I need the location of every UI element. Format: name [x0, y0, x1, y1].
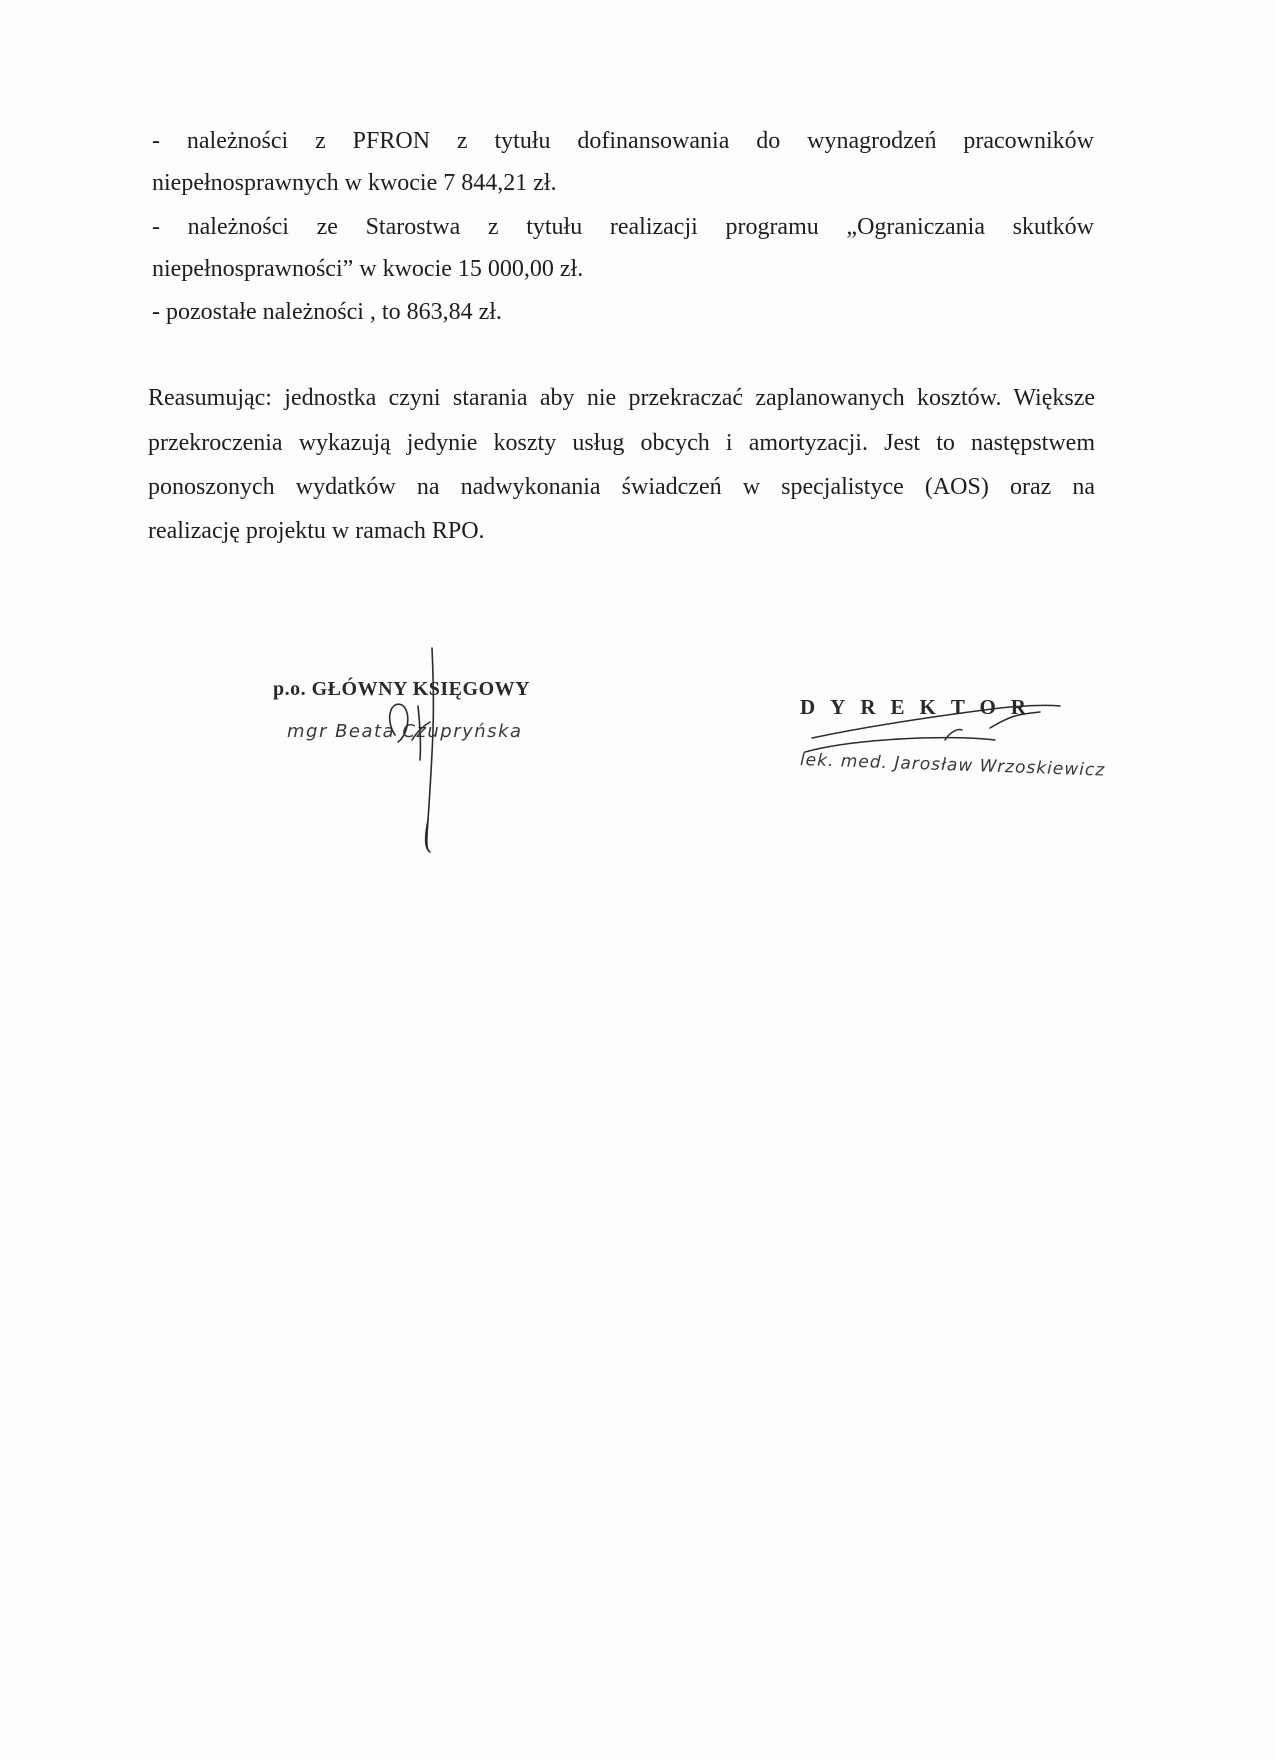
director-stamp	[799, 695, 1106, 781]
chief-accountant-title: p.o. GŁÓWNY KSIĘGOWY	[273, 678, 531, 700]
text-line-2: niepełnosprawnych w kwocie 7 844,21 zł.	[152, 170, 557, 196]
text-line-5: - pozostałe należności , to 863,84 zł.	[152, 299, 502, 325]
chief-accountant-name: mgr Beata Czupryńska	[287, 721, 523, 742]
summary-line-2: przekroczenia wykazują jedynie koszty usług obcych i amortyzacji. Jest to następstwem	[148, 430, 1095, 456]
text-line-4: niepełnosprawności” w kwocie 15 000,00 zł.	[152, 256, 584, 282]
summary-line-1: Reasumując: jednostka czyni starania aby nie przekraczać zaplanowanych kosztów. Większe	[148, 385, 1095, 411]
text-line-3: - należności ze Starostwa z tytułu realizacji programu „Ograniczania skutków	[152, 214, 1094, 240]
summary-line-3: ponoszonych wydatków na nadwykonania świadczeń w specjalistyce (AOS) oraz na	[148, 474, 1095, 500]
text-line-1: - należności z PFRON z tytułu dofinansowania do wynagrodzeń pracowników	[152, 128, 1094, 154]
summary-line-4: realizację projektu w ramach RPO.	[148, 518, 485, 544]
chief-accountant-stamp	[273, 678, 573, 742]
director-title: DYREKTOR	[800, 695, 1041, 719]
director-name: lek. med. Jarosław Wrzoskiewicz	[799, 750, 1106, 781]
